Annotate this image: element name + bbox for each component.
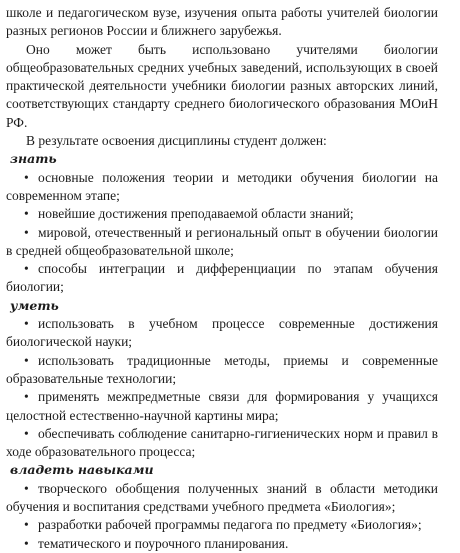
bullet-icon: • xyxy=(24,517,29,533)
list-item: • тематического и поурочного планирования. xyxy=(6,535,438,553)
list-item: • разработки рабочей программы педагога по предмету «Биология»; xyxy=(6,516,438,534)
bullet-icon: • xyxy=(24,425,29,441)
list-item: • новейшие достижения преподаваемой области знаний; xyxy=(6,205,438,223)
paragraph-intro-continued: школе и педагогическом вузе, изучения опыта работы учителей биологии разных регионов России и ближнего зарубежья. xyxy=(6,5,438,39)
bullet-icon: • xyxy=(24,261,29,277)
bullet-icon: • xyxy=(24,224,29,240)
bullet-icon: • xyxy=(24,169,29,185)
section-heading-know: знать xyxy=(10,151,57,167)
list-item: • основные положения теории и методики обучения биологии на современном этапе; xyxy=(6,169,438,203)
list-item: • использовать в учебном процессе современные достижения биологической науки; xyxy=(6,316,438,350)
section-heading-can: уметь xyxy=(10,297,59,313)
list-skills xyxy=(6,480,438,553)
list-item: • творческого обобщения полученных знаний в области методики обучения и воспитания средствами учебного предмета «Биология»; xyxy=(6,480,438,515)
bullet-icon: • xyxy=(24,389,29,405)
bullet-icon: • xyxy=(24,352,29,368)
paragraph-usage: Оно может быть использовано учителями биологии общеобразовательных средних учебных заведений, использующих в своей практической деятельности учебники биологии разных авторских линий, соответствующих стандарту среднего биологического образования МОиН РФ. xyxy=(6,41,438,130)
bullet-icon: • xyxy=(24,480,29,496)
list-item: • способы интеграции и дифференциации по этапам обучения биологии; xyxy=(6,261,438,295)
list-item: • применять межпредметные связи для формирования у учащихся целостной естественно-научной картины мира; xyxy=(6,389,438,423)
section-heading-skills: владеть навыками xyxy=(10,462,154,478)
list-item: • обеспечивать соблюдение санитарно-гигиенических норм и правил в ходе образовательного процесса; xyxy=(6,425,438,460)
list-know xyxy=(6,169,438,297)
list-item: • мировой, отечественный и региональный опыт в обучении биологии в средней общеобразовательной школе; xyxy=(6,224,438,258)
paragraph-outcomes-intro: В результате освоения дисциплины студент должен: xyxy=(26,133,327,149)
bullet-icon: • xyxy=(24,535,29,551)
list-item: • использовать традиционные методы, приемы и современные образовательные технологии; xyxy=(6,352,438,386)
bullet-icon: • xyxy=(24,206,29,222)
bullet-icon: • xyxy=(24,316,29,332)
list-can xyxy=(6,315,438,461)
